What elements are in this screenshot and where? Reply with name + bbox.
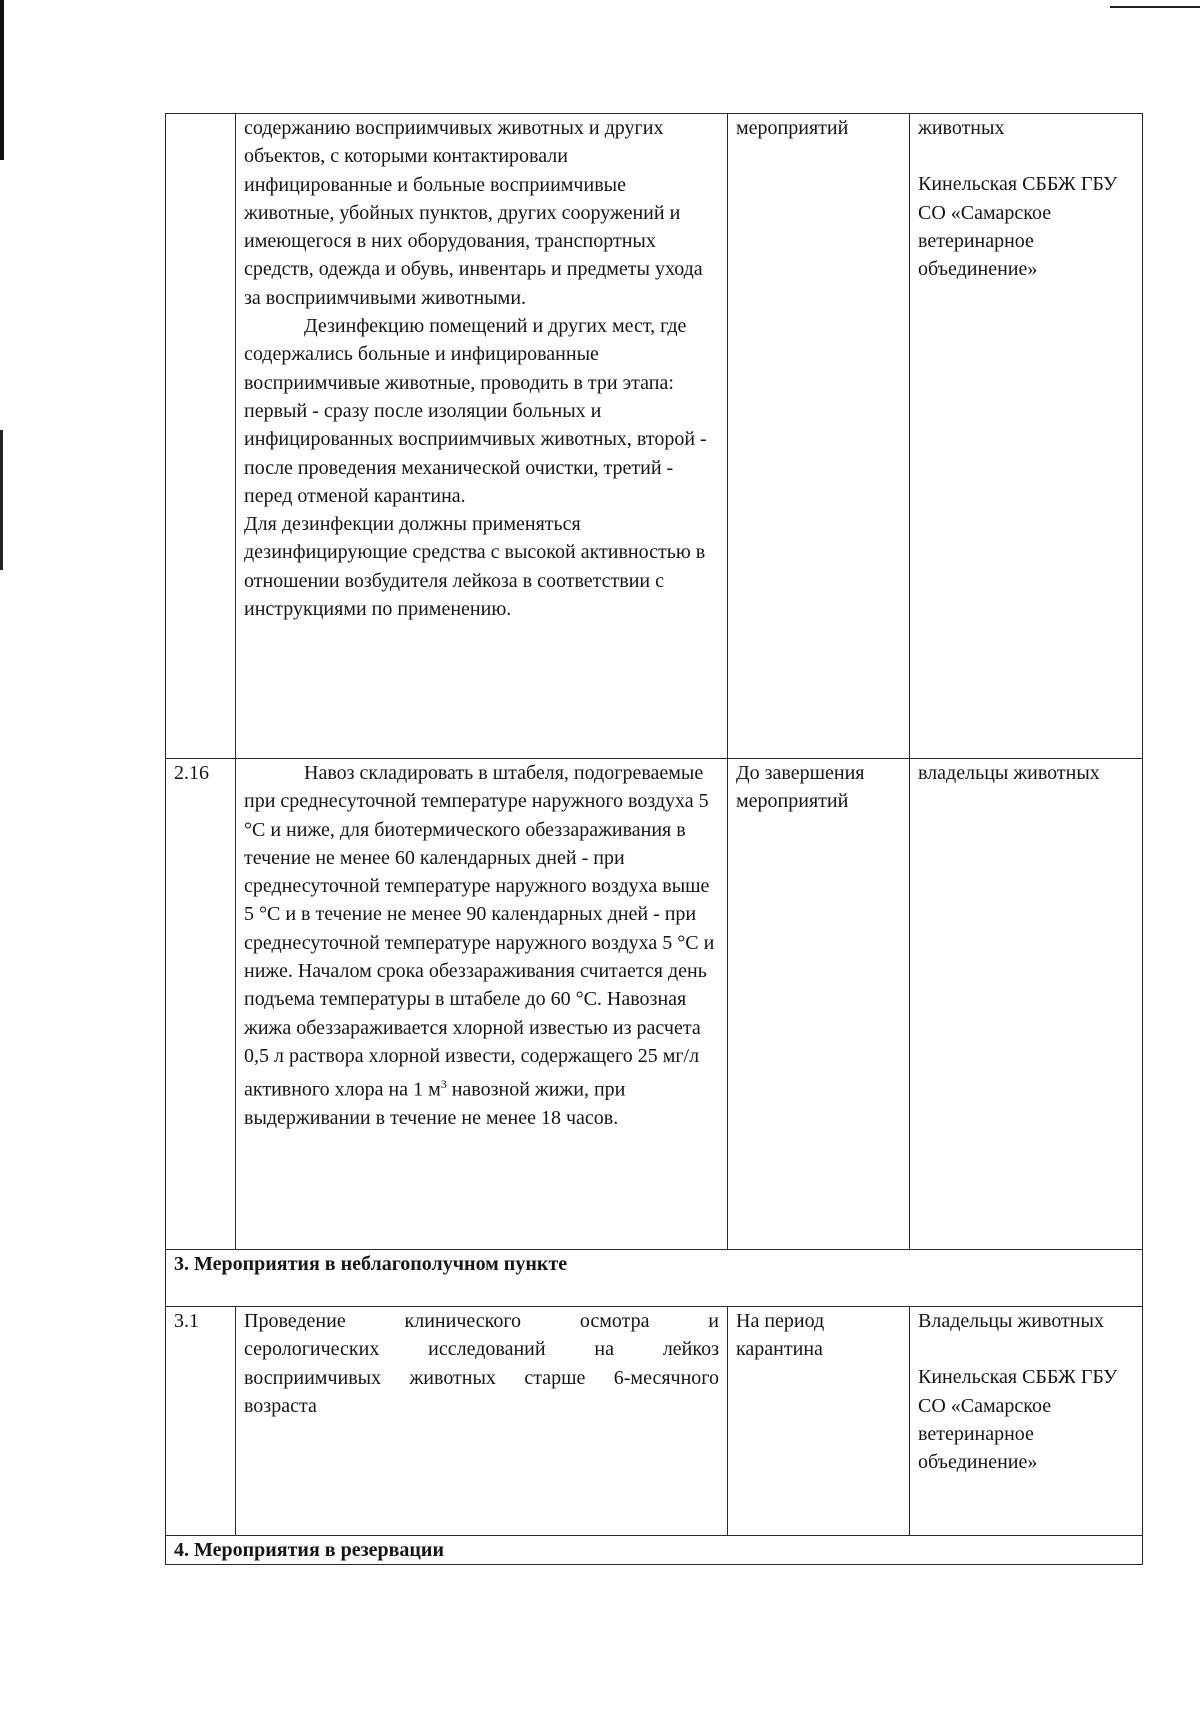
measure-text-cell <box>236 1307 728 1536</box>
scan-edge-mark <box>1110 6 1200 8</box>
superscript: 3 <box>440 1077 447 1092</box>
responsible-cell <box>910 1307 1143 1536</box>
table-row <box>166 759 1143 1250</box>
responsible-cell <box>910 114 1143 759</box>
section-heading: 3. Мероприятия в неблагополучном пункте <box>166 1250 1143 1307</box>
measure-paragraph: Дезинфекцию помещений и других мест, где содержались больные и инфицированные восприимчивые животные, проводить в три этапа: первый - сразу после изоляции больных и инфицированных восприимчивых животных, второй - после проведения механической очистки, третий - перед отменой карантина. <box>244 315 707 507</box>
row-number-cell <box>166 114 236 759</box>
responsible-text: Кинельская СББЖ ГБУ СО «Самарское ветеринарное объединение» <box>918 1366 1118 1474</box>
term-cell: мероприятий <box>728 114 910 759</box>
section-heading-row <box>166 1250 1143 1307</box>
measure-text-cell <box>236 114 728 759</box>
scan-edge-mark <box>0 0 4 160</box>
term-cell: На период карантина <box>728 1307 910 1536</box>
measure-paragraph <box>244 759 719 1133</box>
row-number-cell: 3.1 <box>166 1307 236 1536</box>
term-cell: До завершения мероприятий <box>728 759 910 1250</box>
section-heading-row <box>166 1536 1143 1565</box>
responsible-text: Кинельская СББЖ ГБУ СО «Самарское ветеринарное объединение» <box>918 173 1118 281</box>
measure-paragraph: содержанию восприимчивых животных и других объектов, с которыми контактировали инфицированные и больные восприимчивые животные, убойных пунктов, других сооружений и имеющегося в них оборудования, транспортных средств, одежда и обувь, инвентарь и предметы ухода за восприимчивыми животными. <box>244 117 703 309</box>
measure-text-cell <box>236 759 728 1250</box>
measure-paragraph: Проведение клинического осмотра и серологических исследований на лейкоз восприимчивых животных старше 6-месячного возраста <box>244 1310 719 1417</box>
measure-text: навозной жижи, при выдерживании в течение не менее 18 часов. <box>244 1078 626 1130</box>
scan-edge-mark <box>0 430 3 570</box>
responsible-cell: владельцы животных <box>910 759 1143 1250</box>
responsible-text: животных <box>918 117 1005 139</box>
row-number-cell: 2.16 <box>166 759 236 1250</box>
measure-text: Навоз складировать в штабеля, подогреваемые при среднесуточной температуре наружного воздуха 5 °С и ниже, для биотермического обеззараживания в течение не менее 60 календарных дней - при среднесуточной температуре наружного воздуха выше 5 °С и в течение не менее 90 календарных дней - при среднесуточной температуре наружного воздуха 5 °С и ниже. Началом срока обеззараживания считается день подъема температуры в штабеле до 60 °С. Навозная жижа обеззараживается хлорной известью из расчета 0,5 л раствора хлорной извести, содержащего 25 мг/л активного хлора на 1 м <box>244 762 715 1101</box>
section-heading: 4. Мероприятия в резервации <box>166 1536 1143 1565</box>
table-row <box>166 1307 1143 1536</box>
measure-paragraph: Для дезинфекции должны применяться дезинфицирующие средства с высокой активностью в отношении возбудителя лейкоза в соответствии с инструкциями по применению. <box>244 513 706 621</box>
table-row <box>166 114 1143 759</box>
responsible-text: Владельцы животных <box>918 1310 1104 1332</box>
measures-table <box>165 113 1143 1565</box>
